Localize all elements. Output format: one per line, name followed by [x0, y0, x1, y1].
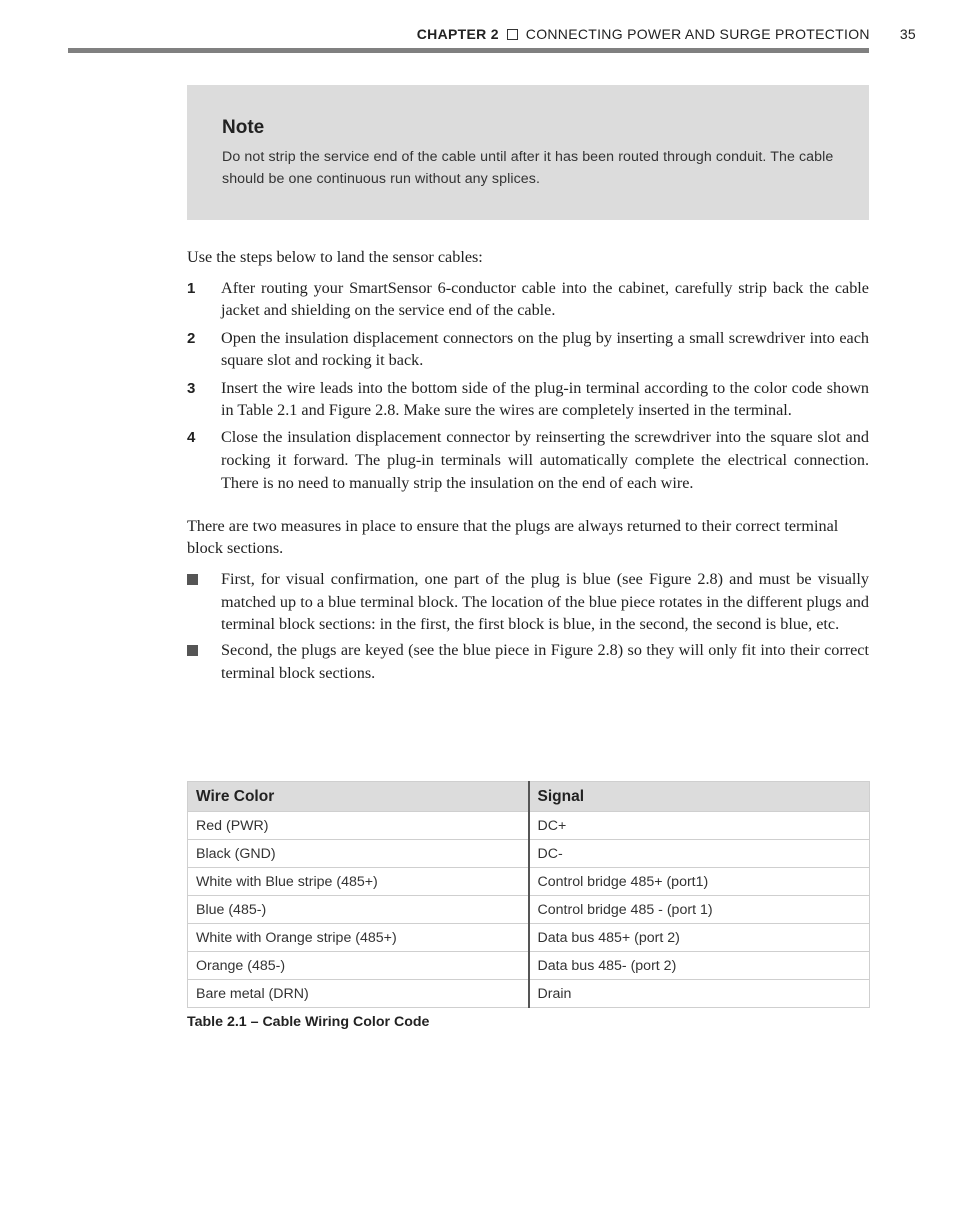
wire-color-cell: Black (GND) [188, 840, 529, 868]
square-bullet-icon [187, 645, 198, 656]
steps-list [187, 277, 869, 495]
signal-cell: Data bus 485- (port 2) [529, 952, 870, 980]
list-item [187, 639, 869, 684]
step-number: 3 [187, 379, 196, 397]
signal-cell: Control bridge 485 - (port 1) [529, 896, 870, 924]
table-header-row [188, 782, 870, 812]
table-row [188, 868, 870, 896]
body-content [187, 246, 869, 687]
bullet-list [187, 568, 869, 685]
list-item [187, 426, 869, 494]
header-rule [68, 48, 869, 53]
bullet-text: First, for visual confirmation, one part of the plug is blue (see Figure 2.8) and must be visually matched up to a blue terminal block. The location of the blue piece rotates in the different plugs and terminal block sections: in the first, the first block is blue, in the second, the second is blue, etc. [221, 569, 869, 634]
list-item [187, 568, 869, 636]
measures-intro: There are two measures in place to ensure that the plugs are always returned to their correct terminal block sections. [187, 516, 839, 558]
chapter-label: CHAPTER 2 [416, 26, 499, 42]
step-number: 2 [187, 329, 196, 347]
table-row [188, 896, 870, 924]
separator-box-icon [507, 29, 518, 40]
page-header [68, 22, 916, 54]
step-number: 1 [187, 279, 196, 297]
column-header-wire-color: Wire Color [188, 782, 529, 812]
wire-color-cell: Red (PWR) [188, 812, 529, 840]
signal-cell: Data bus 485+ (port 2) [529, 924, 870, 952]
wire-color-cell: White with Orange stripe (485+) [188, 924, 529, 952]
step-text: Close the insulation displacement connector by reinserting the screwdriver into the square slot and rocking it forward. The plug-in terminals will automatically complete the electrical connection. There is no need to manually strip the insulation on the end of each wire. [221, 428, 869, 492]
note-box [187, 85, 869, 220]
table-row [188, 980, 870, 1008]
wire-color-cell: White with Blue stripe (485+) [188, 868, 529, 896]
column-header-signal: Signal [529, 782, 870, 812]
table-row [188, 812, 870, 840]
section-title: CONNECTING POWER AND SURGE PROTECTION [525, 26, 870, 42]
table-row [188, 924, 870, 952]
table-row [188, 840, 870, 868]
signal-cell: Drain [529, 980, 870, 1008]
wire-color-cell: Bare metal (DRN) [188, 980, 529, 1008]
running-head [417, 26, 916, 42]
step-text: Insert the wire leads into the bottom side of the plug-in terminal according to the color code shown in Table 2.1 and Figure 2.8. Make sure the wires are completely inserted in the terminal. [221, 378, 869, 420]
list-item [187, 277, 869, 322]
square-bullet-icon [187, 574, 198, 585]
signal-cell: DC- [529, 840, 870, 868]
step-text: After routing your SmartSensor 6-conductor cable into the cabinet, carefully strip back the cable jacket and shielding on the service end of the cable. [221, 278, 869, 320]
step-number: 4 [187, 429, 196, 447]
wire-color-cell: Blue (485-) [188, 896, 529, 924]
step-text: Open the insulation displacement connectors on the plug by inserting a small screwdriver into each square slot and rocking it back. [221, 328, 869, 370]
signal-cell: DC+ [529, 812, 870, 840]
signal-cell: Control bridge 485+ (port1) [529, 868, 870, 896]
table-caption: Table 2.1 – Cable Wiring Color Code [187, 1014, 430, 1030]
wiring-table [187, 781, 870, 1008]
page-number: 35 [899, 26, 916, 42]
bullet-text: Second, the plugs are keyed (see the blue piece in Figure 2.8) so they will only fit into their correct terminal block sections. [221, 641, 869, 682]
note-title: Note [222, 117, 265, 138]
steps-intro: Use the steps below to land the sensor cables: [187, 248, 483, 266]
table-row [188, 952, 870, 980]
list-item [187, 327, 869, 372]
wire-color-cell: Orange (485-) [188, 952, 529, 980]
list-item [187, 377, 869, 422]
note-body: Do not strip the service end of the cable until after it has been routed through conduit. The cable should be one continuous run without any splices. [222, 149, 834, 187]
